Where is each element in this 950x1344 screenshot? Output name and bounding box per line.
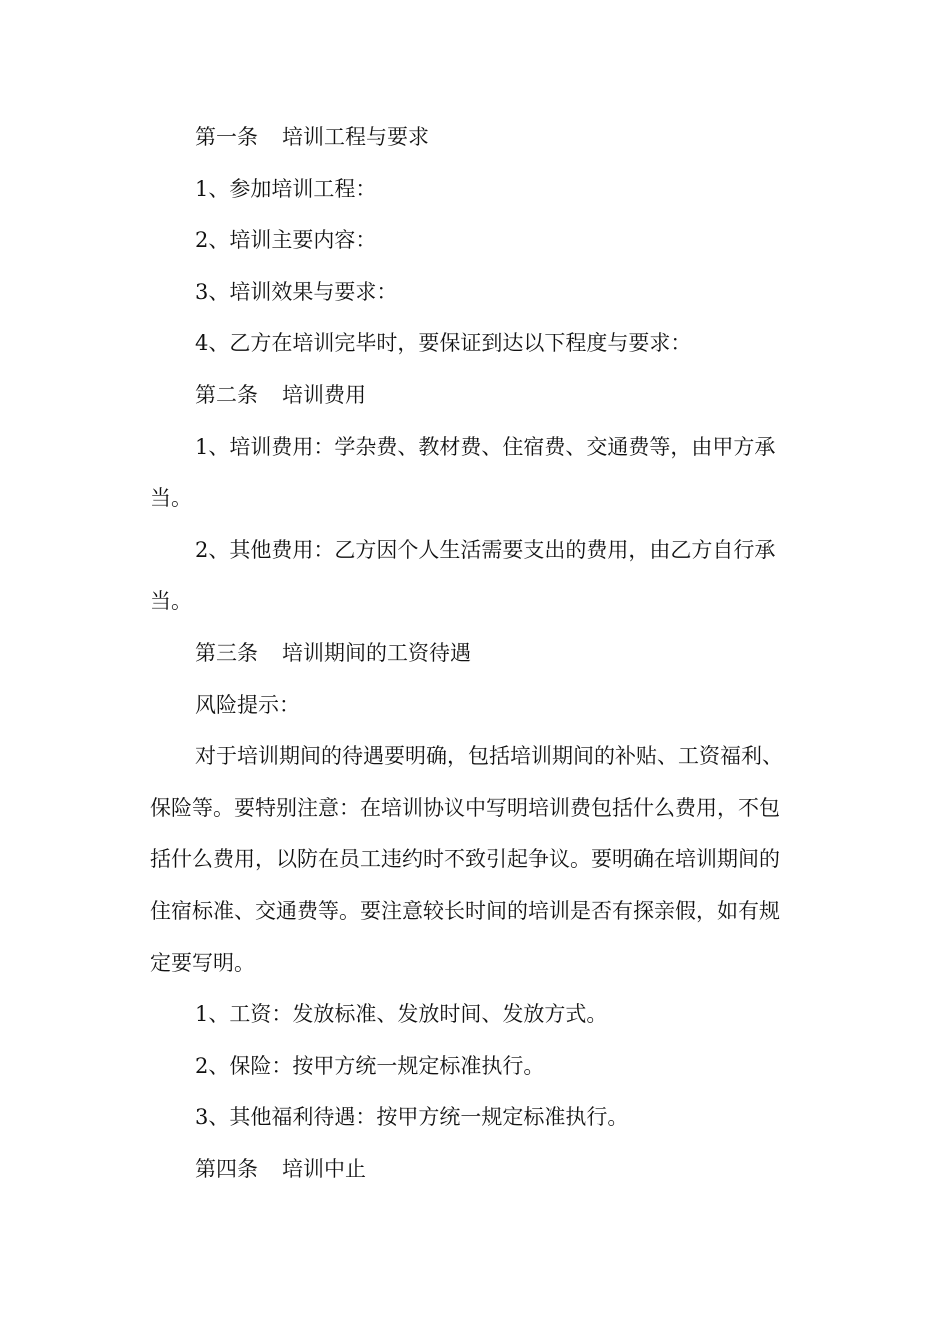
section-number: 第四条 bbox=[195, 1156, 258, 1181]
paragraph: 4、乙方在培训完毕时，要保证到达以下程度与要求： bbox=[195, 331, 692, 356]
section-heading-2 bbox=[150, 370, 800, 422]
section-number: 第三条 bbox=[195, 640, 258, 665]
section-heading-4 bbox=[150, 1144, 800, 1196]
section-number: 第二条 bbox=[195, 382, 258, 407]
section-title: 培训中止 bbox=[282, 1156, 366, 1181]
paragraph: 1、参加培训工程： bbox=[195, 176, 377, 201]
risk-note-label: 风险提示： bbox=[195, 692, 300, 717]
paragraph: 3、其他福利待遇：按甲方统一规定标准执行。 bbox=[195, 1105, 629, 1130]
paragraph: 3、培训效果与要求： bbox=[195, 279, 398, 304]
section-heading-1 bbox=[150, 112, 800, 164]
paragraph: 2、保险：按甲方统一规定标准执行。 bbox=[195, 1053, 545, 1078]
section-title: 培训工程与要求 bbox=[282, 125, 429, 149]
paragraph: 2、培训主要内容： bbox=[195, 228, 377, 253]
paragraph: 2、其他费用：乙方因个人生活需要支出的费用，由乙方自行承当。 bbox=[150, 537, 776, 614]
document-body bbox=[150, 112, 800, 1195]
section-number: 第一条 bbox=[195, 125, 258, 149]
paragraph: 1、培训费用：学杂费、教材费、住宿费、交通费等，由甲方承当。 bbox=[150, 434, 776, 511]
section-title: 培训费用 bbox=[282, 382, 366, 407]
risk-note-text: 对于培训期间的待遇要明确，包括培训期间的补贴、工资福利、保险等。要特别注意：在培训协议中写明培训费包括什么费用，不包括什么费用，以防在员工违约时不致引起争议。要明确在培训期间的住宿标准、交通费等。要注意较长时间的培训是否有探亲假，如有规定要写明。 bbox=[150, 744, 783, 975]
section-title: 培训期间的工资待遇 bbox=[282, 640, 471, 665]
section-heading-3 bbox=[150, 628, 800, 680]
paragraph: 1、工资：发放标准、发放时间、发放方式。 bbox=[195, 1002, 608, 1027]
